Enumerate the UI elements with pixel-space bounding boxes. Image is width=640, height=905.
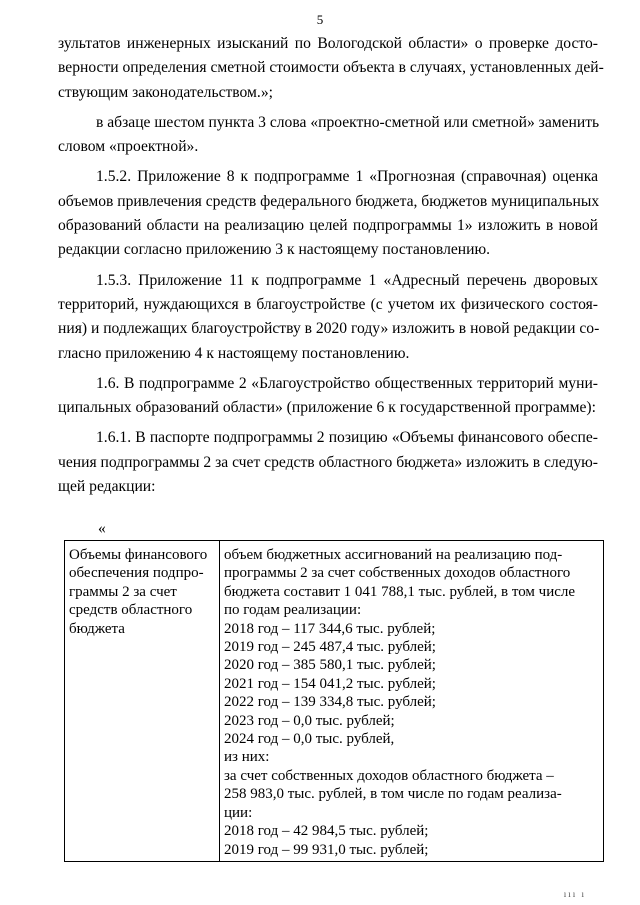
value-line: 2021 год – 154 041,2 тыс. рублей; bbox=[224, 675, 436, 692]
value-line: из них: bbox=[224, 749, 270, 766]
value-line: 2023 год – 0,0 тыс. рублей; bbox=[224, 712, 395, 729]
label-line: бюджета bbox=[69, 620, 125, 637]
opening-quote: « bbox=[98, 520, 106, 537]
table-row bbox=[65, 541, 604, 862]
value-line: 2024 год – 0,0 тыс. рублей, bbox=[224, 731, 395, 748]
text-line: образований области на реализацию целей подпрограммы 1» изложить в новой bbox=[58, 217, 598, 235]
value-line: за счет собственных доходов областного бюджета – bbox=[224, 767, 554, 784]
value-line: 258 983,0 тыс. рублей, в том числе по годам реализа- bbox=[224, 786, 562, 803]
text-line: ципальных образований области» (приложение 6 к государственной программе): bbox=[58, 399, 596, 417]
paragraph-6 bbox=[58, 426, 598, 499]
value-line: 2022 год – 139 334,8 тыс. рублей; bbox=[224, 694, 436, 711]
value-line: объем бюджетных ассигнований на реализацию под- bbox=[224, 547, 563, 563]
label-line: средств областного bbox=[69, 602, 193, 619]
label-line: Объемы финансового bbox=[69, 547, 208, 563]
text-line: 1.5.2. Приложение 8 к подпрограмме 1 «Прогнозная (справочная) оценка bbox=[96, 168, 598, 186]
paragraph-2 bbox=[58, 111, 598, 160]
paragraph-5 bbox=[58, 372, 598, 421]
value-line: бюджета составит 1 041 788,1 тыс. рублей, в том числе bbox=[224, 583, 576, 600]
text-line: в абзаце шестом пункта 3 слова «проектно-сметной или сметной» заменить bbox=[96, 113, 600, 131]
label-line: граммы 2 за счет bbox=[69, 583, 177, 600]
text-line: территорий, нуждающихся в благоустройстве (с учетом их физического состоя- bbox=[58, 295, 598, 313]
document-body bbox=[58, 32, 604, 505]
text-line: 1.6.1. В паспорте подпрограммы 2 позицию «Объемы финансового обеспе- bbox=[96, 429, 598, 447]
text-line: щей редакции: bbox=[58, 478, 156, 496]
label-line: обеспечения подпро- bbox=[69, 565, 204, 582]
footer-mark: ııı ı bbox=[563, 889, 586, 899]
text-line: чения подпрограммы 2 за счет средств областного бюджета» изложить в следую- bbox=[58, 453, 598, 471]
text-line: ствующим законодательством.»; bbox=[58, 83, 273, 101]
funding-label-cell bbox=[65, 541, 220, 862]
value-line: ции: bbox=[224, 804, 253, 821]
text-line: 1.6. В подпрограмме 2 «Благоустройство общественных территорий муни- bbox=[96, 374, 598, 392]
value-line: 2019 год – 99 931,0 тыс. рублей; bbox=[224, 841, 429, 858]
value-line: 2018 год – 117 344,6 тыс. рублей; bbox=[224, 620, 436, 637]
text-line: верности определения сметной стоимости объекта в случаях, установленных дей- bbox=[58, 59, 604, 77]
paragraph-3 bbox=[58, 165, 598, 262]
value-line: 2019 год – 245 487,4 тыс. рублей; bbox=[224, 639, 436, 656]
paragraph-4 bbox=[58, 269, 598, 366]
paragraph-1 bbox=[58, 32, 604, 105]
value-line: 2018 год – 42 984,5 тыс. рублей; bbox=[224, 823, 429, 840]
text-line: ния) и подлежащих благоустройству в 2020 году» изложить в новой редакции со- bbox=[58, 320, 600, 338]
text-line: 1.5.3. Приложение 11 к подпрограмме 1 «Адресный перечень дворовых bbox=[96, 271, 598, 289]
text-line: объемов привлечения средств федерального бюджета, бюджетов муниципальных bbox=[58, 192, 600, 210]
text-line: словом «проектной». bbox=[58, 138, 199, 156]
value-line: программы 2 за счет собственных доходов областного bbox=[224, 565, 571, 582]
page-number: 5 bbox=[316, 12, 324, 27]
text-line: зультатов инженерных изысканий по Вологодской области» о проверке досто- bbox=[58, 35, 598, 52]
value-line: по годам реализации: bbox=[224, 602, 362, 619]
text-line: гласно приложению 4 к настоящему постановлению. bbox=[58, 344, 410, 362]
text-line: редакции согласно приложению 3 к настоящему постановлению. bbox=[58, 241, 491, 259]
funding-value-cell bbox=[220, 541, 604, 862]
funding-table bbox=[64, 540, 604, 862]
value-line: 2020 год – 385 580,1 тыс. рублей; bbox=[224, 657, 436, 674]
